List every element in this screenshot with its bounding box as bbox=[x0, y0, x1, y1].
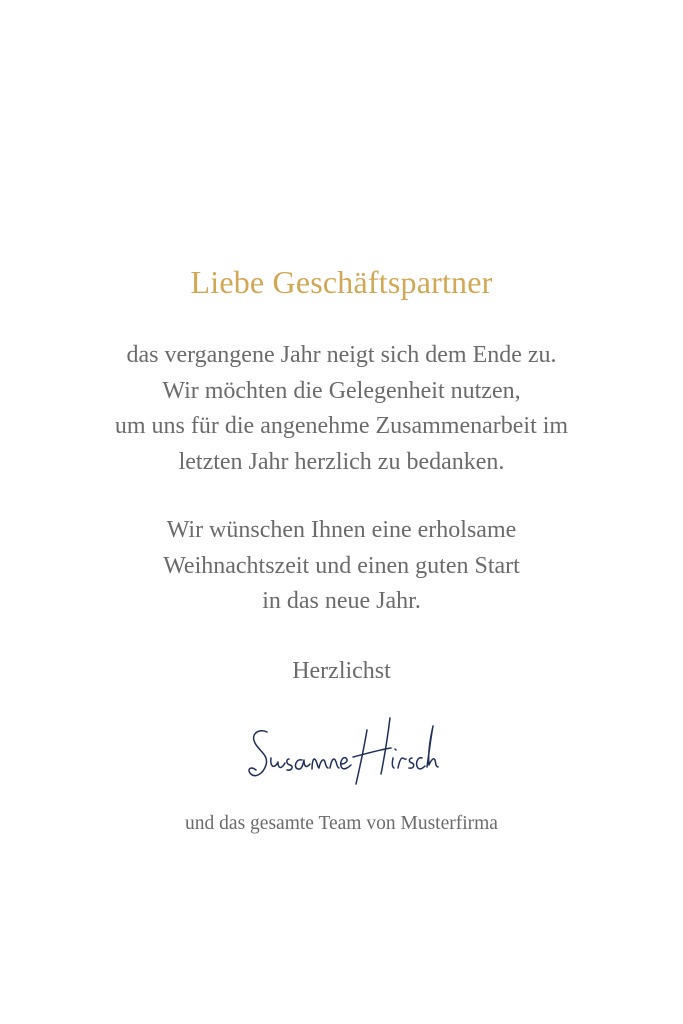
message-paragraph-1 bbox=[0, 338, 683, 480]
greeting-heading: Liebe Geschäftspartner bbox=[190, 264, 493, 300]
handwritten-signature bbox=[245, 712, 440, 794]
message-line: in das neue Jahr. bbox=[262, 588, 421, 614]
message-line: Weihnachtszeit und einen guten Start bbox=[163, 552, 520, 579]
message-line: das vergangene Jahr neigt sich dem Ende zu. bbox=[126, 342, 557, 368]
message-paragraph-2 bbox=[0, 513, 683, 620]
team-signoff: und das gesamte Team von Musterfirma bbox=[185, 813, 498, 834]
message-line: Wir wünschen Ihnen eine erholsame bbox=[166, 517, 517, 543]
message-line: letzten Jahr herzlich zu bedanken. bbox=[178, 448, 505, 475]
message-line: Wir möchten die Gelegenheit nutzen, bbox=[162, 377, 521, 404]
closing-salutation: Herzlichst bbox=[292, 658, 391, 684]
message-line: um uns für die angenehme Zusammenarbeit im bbox=[114, 413, 569, 439]
